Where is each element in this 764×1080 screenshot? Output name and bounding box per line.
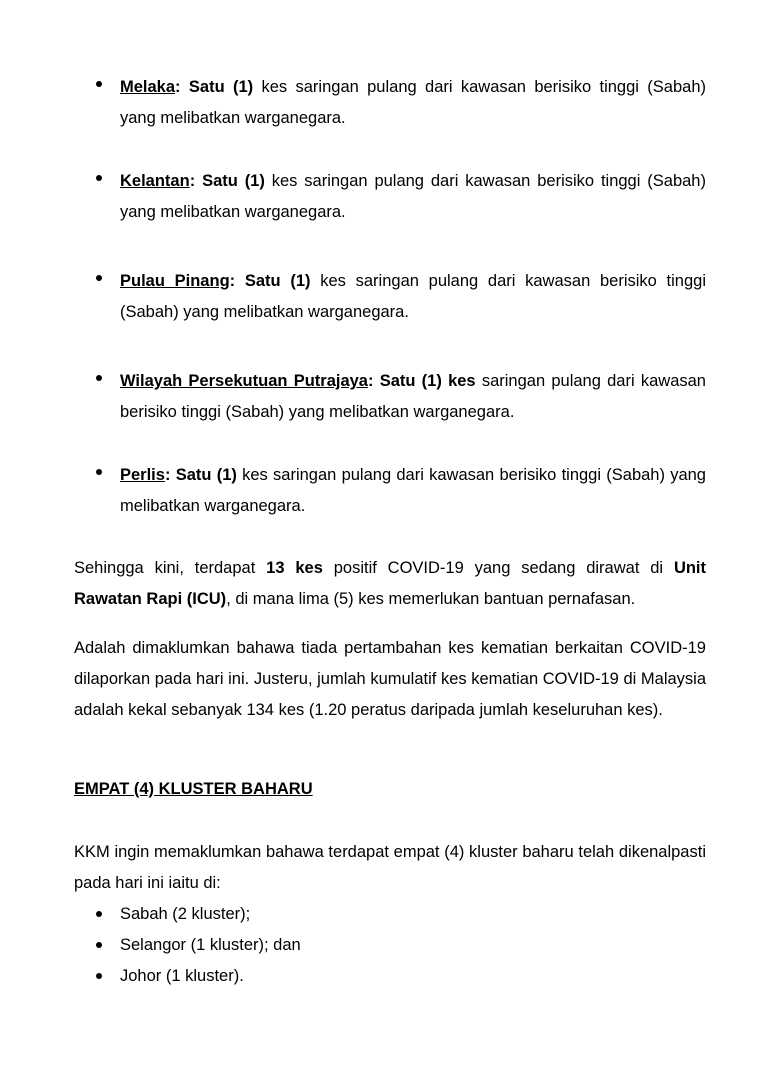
case-item-pulau-pinang xyxy=(96,266,706,328)
case-count: Satu (1) xyxy=(244,272,311,290)
case-count: Satu (1) kes xyxy=(379,372,476,390)
case-item-kelantan xyxy=(96,166,706,228)
bullet-icon xyxy=(96,469,102,475)
bullet-icon xyxy=(96,942,102,948)
bullet-icon xyxy=(96,175,102,181)
bullet-icon xyxy=(96,275,102,281)
state-name: Pulau Pinang xyxy=(120,272,230,290)
cluster-item-text: Johor (1 kluster). xyxy=(120,967,244,985)
case-item-text: Kelantan: Satu (1) kes saringan pulang dari kawasan berisiko tinggi (Sabah) yang melibatkan warganegara. xyxy=(120,172,706,221)
case-item-text: Wilayah Persekutuan Putrajaya: Satu (1) kes saringan pulang dari kawasan berisiko tinggi (Sabah) yang melibatkan warganegara. xyxy=(120,372,706,421)
state-name: Kelantan xyxy=(120,172,190,190)
case-count: Satu (1) xyxy=(188,78,254,96)
case-item-text: Perlis: Satu (1) kes saringan pulang dari kawasan berisiko tinggi (Sabah) yang melibatkan warganegara. xyxy=(120,466,706,515)
case-item-text: Pulau Pinang: Satu (1) kes saringan pulang dari kawasan berisiko tinggi (Sabah) yang melibatkan warganegara. xyxy=(120,272,706,321)
case-count: Satu (1) xyxy=(175,466,237,484)
cluster-item-text: Selangor (1 kluster); dan xyxy=(120,936,301,954)
bullet-icon xyxy=(96,973,102,979)
cluster-item-text: Sabah (2 kluster); xyxy=(120,905,251,923)
bullet-icon xyxy=(96,81,102,87)
state-name: Perlis xyxy=(120,466,165,484)
case-item-perlis xyxy=(96,460,706,522)
case-item-putrajaya xyxy=(96,366,706,428)
icu-case-count: 13 kes xyxy=(266,559,323,577)
cluster-item xyxy=(96,934,301,956)
case-description: kes saringan pulang dari kawasan berisiko tinggi (Sabah) yang melibatkan warganegara. xyxy=(120,466,706,515)
bullet-icon xyxy=(96,375,102,381)
cluster-intro-paragraph: KKM ingin memaklumkan bahawa terdapat empat (4) kluster baharu telah dikenalpasti pada hari ini iaitu di: xyxy=(74,843,706,892)
state-name: Melaka xyxy=(120,78,176,96)
icu-unit-name: Unit Rawatan Rapi (ICU) xyxy=(74,559,707,608)
case-description: kes saringan pulang dari kawasan berisiko tinggi (Sabah) yang melibatkan warganegara. xyxy=(120,172,706,221)
case-description: kes saringan pulang dari kawasan berisiko tinggi (Sabah) yang melibatkan warganegara. xyxy=(120,78,706,127)
case-item-melaka xyxy=(96,72,706,134)
bullet-icon xyxy=(96,911,102,917)
case-description: kes saringan pulang dari kawasan berisiko tinggi (Sabah) yang melibatkan warganegara. xyxy=(120,272,706,321)
case-item-text: Melaka: Satu (1) kes saringan pulang dari kawasan berisiko tinggi (Sabah) yang melibatkan warganegara. xyxy=(120,78,706,127)
cluster-heading: EMPAT (4) KLUSTER BAHARU xyxy=(74,780,313,798)
state-name: Wilayah Persekutuan Putrajaya xyxy=(120,372,368,390)
icu-paragraph: Sehingga kini, terdapat 13 kes positif COVID-19 yang sedang dirawat di Unit Rawatan Rapi (ICU), di mana lima (5) kes memerlukan bantuan pernafasan. xyxy=(74,559,707,608)
death-paragraph: Adalah dimaklumkan bahawa tiada pertambahan kes kematian berkaitan COVID-19 dilaporkan pada hari ini. Justeru, jumlah kumulatif kes kematian COVID-19 di Malaysia adalah kekal sebanyak 134 kes (1.20 peratus daripada jumlah keseluruhan kes). xyxy=(74,639,706,719)
case-description: saringan pulang dari kawasan berisiko tinggi (Sabah) yang melibatkan warganegara. xyxy=(120,372,706,421)
cluster-item xyxy=(96,965,244,987)
cluster-item xyxy=(96,903,250,925)
case-count: Satu (1) xyxy=(202,172,265,190)
